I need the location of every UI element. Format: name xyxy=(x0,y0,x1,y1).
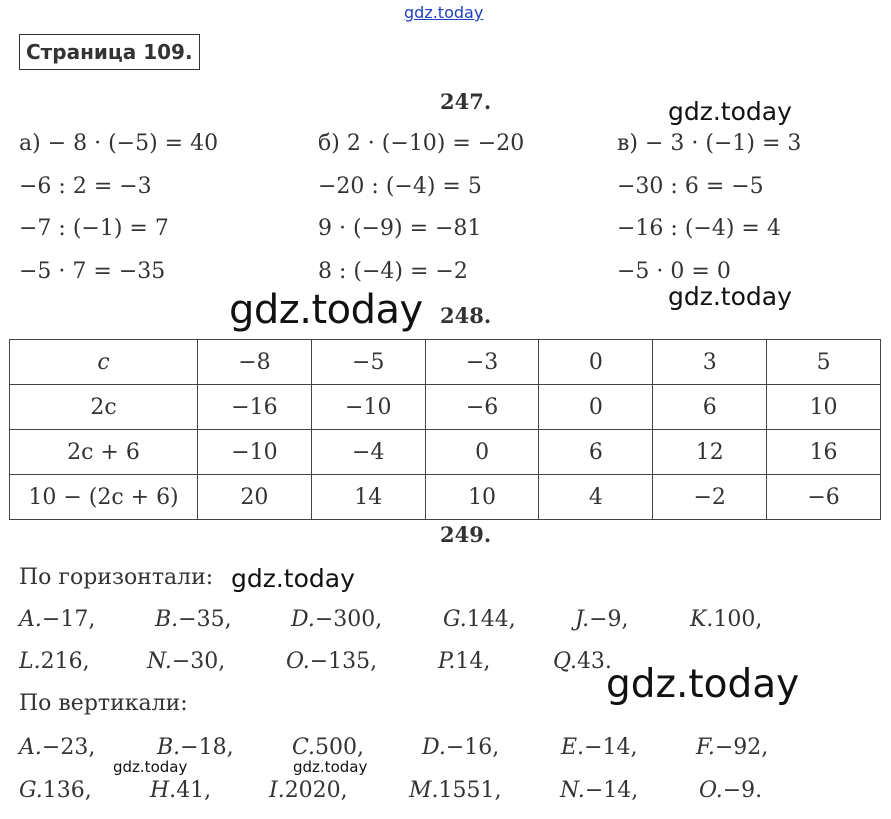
task-248-number: 248. xyxy=(440,303,492,328)
table-cell: 5 xyxy=(767,340,881,385)
answer-letter: J. xyxy=(575,607,590,632)
expr-247-c-1: в) − 3 · (−1) = 3 xyxy=(617,131,802,156)
answer-letter: E. xyxy=(561,735,585,760)
answer-letter: F. xyxy=(696,735,715,760)
answer-item xyxy=(19,735,95,760)
answer-letter: A. xyxy=(19,735,42,760)
watermark: gdz.today xyxy=(668,282,792,311)
answer-letter: I. xyxy=(269,778,285,803)
answer-value: −9, xyxy=(589,607,629,632)
answer-item xyxy=(696,735,768,760)
table-row xyxy=(10,340,881,385)
expr-247-b-1: б) 2 · (−10) = −20 xyxy=(318,131,525,156)
answer-item xyxy=(443,607,516,632)
answer-letter: D. xyxy=(291,607,315,632)
table-cell: 3 xyxy=(653,340,767,385)
table-cell: 10 − (2c + 6) xyxy=(10,475,198,520)
table-cell: 6 xyxy=(653,385,767,430)
table-cell: 14 xyxy=(311,475,425,520)
expr-247-c-3: −16 : (−4) = 4 xyxy=(617,216,781,241)
table-cell: 10 xyxy=(425,475,539,520)
watermark-link[interactable]: gdz.today xyxy=(404,3,484,22)
watermark: gdz.today xyxy=(293,758,368,776)
answer-item xyxy=(286,649,377,674)
answer-item xyxy=(19,607,95,632)
answer-letter: P. xyxy=(438,649,456,674)
table-cell: 0 xyxy=(425,430,539,475)
answer-item xyxy=(575,607,629,632)
table-cell: 4 xyxy=(539,475,653,520)
watermark: gdz.today xyxy=(231,564,355,593)
vertical-heading: По вертикали: xyxy=(19,691,188,716)
page-label: Страница 109. xyxy=(19,34,200,70)
answer-value: 136, xyxy=(42,778,92,803)
task-247-number: 247. xyxy=(440,89,492,114)
expr-247-a-4: −5 · 7 = −35 xyxy=(19,259,166,284)
table-cell: −5 xyxy=(311,340,425,385)
answer-value: −14, xyxy=(584,735,638,760)
answer-letter: A. xyxy=(19,607,42,632)
answer-letter: B. xyxy=(157,735,181,760)
answer-value: 1551, xyxy=(438,778,502,803)
answer-letter: O. xyxy=(286,649,310,674)
answer-value: −16, xyxy=(445,735,500,760)
answer-letter: G. xyxy=(19,778,43,803)
answer-item xyxy=(409,778,502,803)
expr-247-b-2: −20 : (−4) = 5 xyxy=(318,174,482,199)
answer-letter: H. xyxy=(150,778,177,803)
answer-letter: B. xyxy=(155,607,179,632)
expr-247-a-3: −7 : (−1) = 7 xyxy=(19,216,169,241)
table-cell: −2 xyxy=(653,475,767,520)
answer-item xyxy=(269,778,348,803)
answer-item xyxy=(560,778,638,803)
expr-247-b-3: 9 · (−9) = −81 xyxy=(318,216,482,241)
answer-item xyxy=(155,607,232,632)
answer-value: −14, xyxy=(584,778,639,803)
answer-value: 100, xyxy=(713,607,763,632)
answer-value: 2020, xyxy=(284,778,348,803)
table-cell: −10 xyxy=(311,385,425,430)
table-row xyxy=(10,385,881,430)
table-cell: −6 xyxy=(767,475,881,520)
answer-value: −9. xyxy=(722,778,763,803)
answer-value: 500, xyxy=(315,735,365,760)
table-cell: −4 xyxy=(311,430,425,475)
answer-letter: C. xyxy=(292,735,316,760)
table-cell: 20 xyxy=(198,475,312,520)
answer-value: 216, xyxy=(40,649,90,674)
table-cell: 2c xyxy=(10,385,198,430)
answer-letter: M. xyxy=(409,778,439,803)
answer-value: −23, xyxy=(41,735,96,760)
answer-value: −18, xyxy=(180,735,234,760)
expr-247-c-2: −30 : 6 = −5 xyxy=(617,174,764,199)
answer-item xyxy=(422,735,499,760)
answer-item xyxy=(699,778,762,803)
answer-letter: D. xyxy=(422,735,446,760)
table-row xyxy=(10,475,881,520)
answer-value: 41, xyxy=(176,778,212,803)
answer-value: −30, xyxy=(171,649,226,674)
answer-letter: Q. xyxy=(553,649,577,674)
answer-value: −135, xyxy=(309,649,378,674)
task-249-number: 249. xyxy=(440,522,492,547)
table-cell: 0 xyxy=(539,340,653,385)
answer-item xyxy=(438,649,490,674)
expr-247-a-1: а) − 8 · (−5) = 40 xyxy=(19,131,219,156)
table-cell: −6 xyxy=(425,385,539,430)
answer-item xyxy=(553,649,612,674)
table-cell: 10 xyxy=(767,385,881,430)
answer-value: 144, xyxy=(466,607,516,632)
answer-value: −17, xyxy=(41,607,96,632)
answer-letter: O. xyxy=(699,778,723,803)
table-cell: −10 xyxy=(198,430,312,475)
expr-247-a-2: −6 : 2 = −3 xyxy=(19,174,152,199)
answer-letter: K. xyxy=(690,607,714,632)
answer-item xyxy=(157,735,234,760)
table-cell: 2c + 6 xyxy=(10,430,198,475)
watermark: gdz.today xyxy=(229,287,423,333)
answer-value: 43. xyxy=(576,649,612,674)
expr-247-c-4: −5 · 0 = 0 xyxy=(617,259,731,284)
table-cell: 16 xyxy=(767,430,881,475)
table-row xyxy=(10,430,881,475)
table-cell: −8 xyxy=(198,340,312,385)
table-cell: −16 xyxy=(198,385,312,430)
answer-item xyxy=(291,607,382,632)
table-cell: 6 xyxy=(539,430,653,475)
watermark: gdz.today xyxy=(606,662,800,707)
table-cell: c xyxy=(10,340,198,385)
answer-item xyxy=(19,778,92,803)
answer-value: 14, xyxy=(455,649,491,674)
table-cell: −3 xyxy=(425,340,539,385)
watermark: gdz.today xyxy=(668,97,792,126)
answer-item xyxy=(147,649,225,674)
answer-value: −92, xyxy=(714,735,769,760)
table-cell: 12 xyxy=(653,430,767,475)
answer-item xyxy=(150,778,211,803)
values-table xyxy=(9,339,881,520)
expr-247-b-4: 8 : (−4) = −2 xyxy=(318,259,468,284)
answer-item xyxy=(292,735,364,760)
answer-letter: N. xyxy=(560,778,585,803)
answer-letter: L. xyxy=(19,649,41,674)
answer-item xyxy=(561,735,637,760)
horizontal-heading: По горизонтали: xyxy=(19,565,214,590)
answer-item xyxy=(19,649,90,674)
table-cell: 0 xyxy=(539,385,653,430)
watermark: gdz.today xyxy=(113,758,188,776)
answer-letter: G. xyxy=(443,607,467,632)
answer-item xyxy=(690,607,762,632)
answer-value: −35, xyxy=(178,607,232,632)
answer-letter: N. xyxy=(147,649,172,674)
answer-value: −300, xyxy=(314,607,383,632)
